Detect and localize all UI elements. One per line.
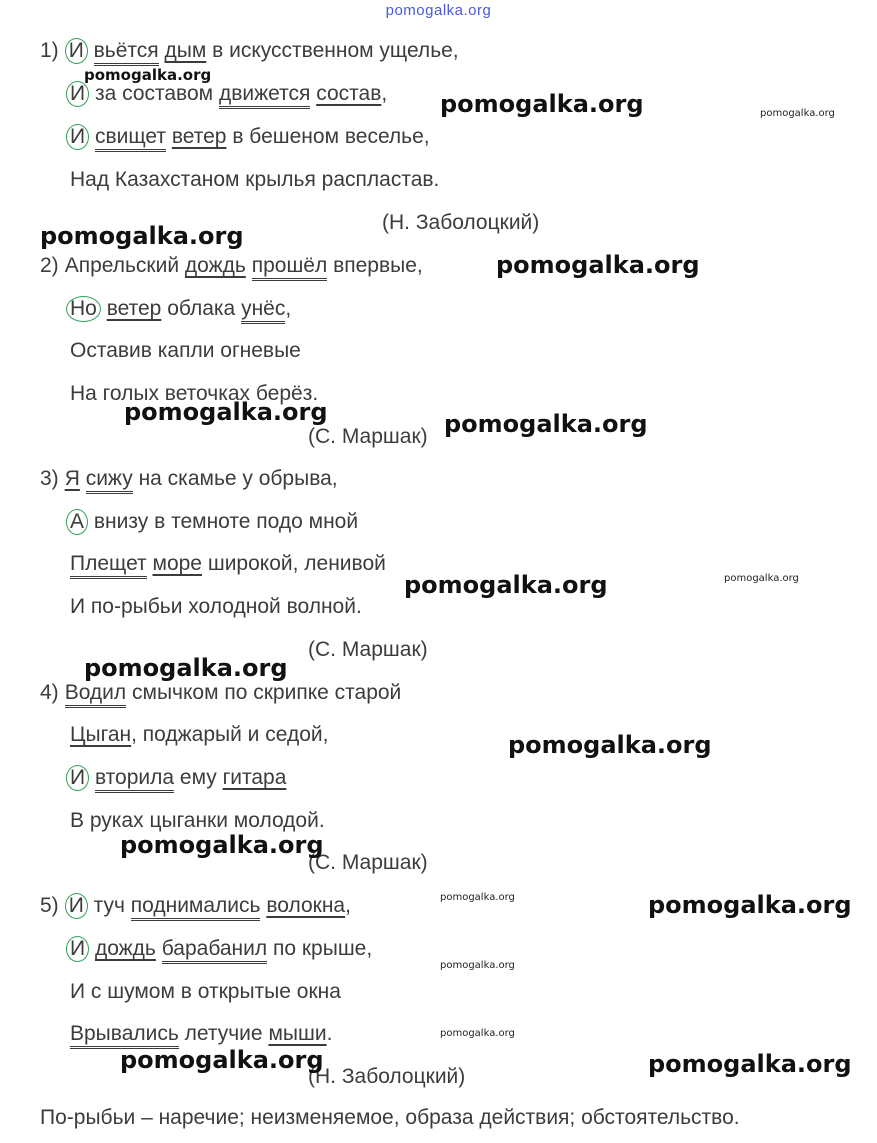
circled-conjunction: И bbox=[65, 893, 88, 919]
watermark: pomogalka.org bbox=[648, 1050, 852, 1078]
predicate: Плещет bbox=[70, 552, 147, 579]
line-text: в темноте подо мной bbox=[154, 510, 359, 533]
circled-conjunction: И bbox=[66, 124, 89, 150]
subject: ветер bbox=[171, 125, 227, 148]
line-text: ему bbox=[179, 766, 217, 789]
line-text: облака bbox=[167, 297, 236, 320]
poem-number: 1) bbox=[40, 39, 59, 62]
line-text: за составом bbox=[94, 82, 214, 105]
poem-4-line-4: В руках цыганки молодой. bbox=[70, 809, 325, 832]
predicate: вторила bbox=[95, 766, 174, 793]
circled-conjunction: И bbox=[66, 81, 89, 107]
predicate: вьётся bbox=[94, 39, 159, 66]
watermark: pomogalka.org bbox=[40, 222, 244, 250]
poem-4-line-1 bbox=[40, 680, 401, 706]
subject: Я bbox=[64, 467, 80, 490]
watermark: pomogalka.org bbox=[120, 1046, 324, 1074]
poem-1-line-1 bbox=[40, 38, 459, 64]
subject: состав bbox=[316, 82, 382, 105]
poem-2-line-1 bbox=[40, 253, 423, 279]
footer-note: По-рыбьи – наречие; неизменяемое, образа действия; обстоятельство. bbox=[40, 1106, 740, 1129]
subject: гитара bbox=[222, 766, 287, 789]
watermark: pomogalka.org bbox=[508, 731, 712, 759]
line-text: Апрельский bbox=[64, 254, 180, 277]
watermark: pomogalka.org bbox=[120, 831, 324, 859]
circled-conjunction: Но bbox=[66, 296, 101, 322]
predicate: движется bbox=[219, 82, 310, 109]
predicate: сижу bbox=[86, 467, 133, 494]
poem-3-line-1 bbox=[40, 466, 338, 492]
poem-1-author: (Н. Заболоцкий) bbox=[382, 211, 540, 234]
watermark: pomogalka.org bbox=[724, 573, 799, 584]
poem-2-line-3: Оставив капли огневые bbox=[70, 339, 301, 362]
watermark: pomogalka.org bbox=[84, 654, 288, 682]
circled-conjunction: И bbox=[65, 38, 88, 64]
punctuation: , bbox=[345, 894, 351, 917]
poem-4-author: (С. Маршак) bbox=[308, 851, 428, 874]
site-header[interactable]: pomogalka.org bbox=[385, 2, 492, 19]
subject: дождь bbox=[184, 254, 246, 277]
line-text: в бешеном веселье, bbox=[232, 125, 430, 148]
watermark: pomogalka.org bbox=[440, 960, 515, 971]
poem-5-line-4 bbox=[70, 1021, 332, 1047]
watermark: pomogalka.org bbox=[496, 251, 700, 279]
watermark: pomogalka.org bbox=[84, 66, 212, 84]
poem-3-line-4: И по-рыбьи холодной волной. bbox=[70, 595, 362, 618]
watermark: pomogalka.org bbox=[440, 1028, 515, 1039]
circled-conjunction: И bbox=[66, 765, 89, 791]
punctuation: . bbox=[326, 1022, 333, 1045]
watermark: pomogalka.org bbox=[444, 410, 648, 438]
poem-number: 3) bbox=[40, 467, 59, 490]
subject: дождь bbox=[94, 937, 156, 960]
watermark: pomogalka.org bbox=[760, 108, 835, 119]
poem-3-author: (С. Маршак) bbox=[308, 638, 428, 661]
punctuation: , bbox=[285, 297, 292, 320]
poem-1-line-2 bbox=[66, 81, 387, 107]
poem-number: 2) bbox=[40, 254, 59, 277]
subject: волокна bbox=[266, 894, 346, 917]
poem-number: 4) bbox=[40, 681, 59, 704]
watermark: pomogalka.org bbox=[440, 892, 515, 903]
line-text: , поджарый и седой, bbox=[131, 723, 329, 746]
line-text: широкой, ленивой bbox=[207, 552, 386, 575]
line-text: туч bbox=[93, 894, 125, 917]
line-text: на скамье у обрыва, bbox=[138, 467, 338, 490]
watermark: pomogalka.org bbox=[440, 90, 644, 118]
line-text: смычком по скрипке старой bbox=[132, 681, 402, 704]
poem-3-line-3 bbox=[70, 551, 386, 577]
line-text: в искусственном ущелье, bbox=[212, 39, 459, 62]
subject: Цыган bbox=[70, 723, 132, 746]
poem-1-line-3 bbox=[66, 124, 430, 150]
circled-conjunction: И bbox=[66, 936, 89, 962]
predicate: Врывались bbox=[70, 1022, 179, 1049]
line-text: летучие bbox=[184, 1022, 263, 1045]
predicate: унёс bbox=[241, 297, 285, 324]
poem-number: 5) bbox=[40, 894, 59, 917]
poem-5-line-2 bbox=[66, 936, 372, 962]
circled-conjunction: А bbox=[66, 509, 88, 535]
poem-5-line-1 bbox=[40, 893, 351, 919]
subject: дым bbox=[164, 39, 207, 62]
line-text: внизу bbox=[93, 510, 149, 533]
poem-3-line-2 bbox=[66, 509, 358, 535]
poem-2-author: (С. Маршак) bbox=[308, 425, 428, 448]
watermark: pomogalka.org bbox=[648, 891, 852, 919]
poem-2-line-4: На голых веточках берёз. bbox=[70, 382, 319, 405]
poem-1-line-4: Над Казахстаном крылья распластав. bbox=[70, 168, 440, 191]
poem-4-line-3 bbox=[66, 765, 286, 791]
predicate: поднимались bbox=[131, 894, 261, 921]
predicate: Водил bbox=[65, 681, 126, 708]
subject: море bbox=[152, 552, 202, 575]
watermark: pomogalka.org bbox=[124, 398, 328, 426]
predicate: свищет bbox=[95, 125, 166, 152]
line-text: по крыше, bbox=[272, 937, 373, 960]
poem-2-line-2 bbox=[66, 296, 291, 322]
predicate: прошёл bbox=[252, 254, 328, 281]
poem-5-author: (Н. Заболоцкий) bbox=[308, 1065, 466, 1088]
predicate: барабанил bbox=[162, 937, 267, 964]
poem-4-line-2 bbox=[70, 722, 328, 748]
subject: мыши bbox=[268, 1022, 327, 1045]
punctuation: , bbox=[381, 82, 388, 105]
subject: ветер bbox=[106, 297, 162, 320]
poem-5-line-3: И с шумом в открытые окна bbox=[70, 980, 341, 1003]
watermark: pomogalka.org bbox=[404, 571, 608, 599]
line-text: впервые, bbox=[333, 254, 423, 277]
